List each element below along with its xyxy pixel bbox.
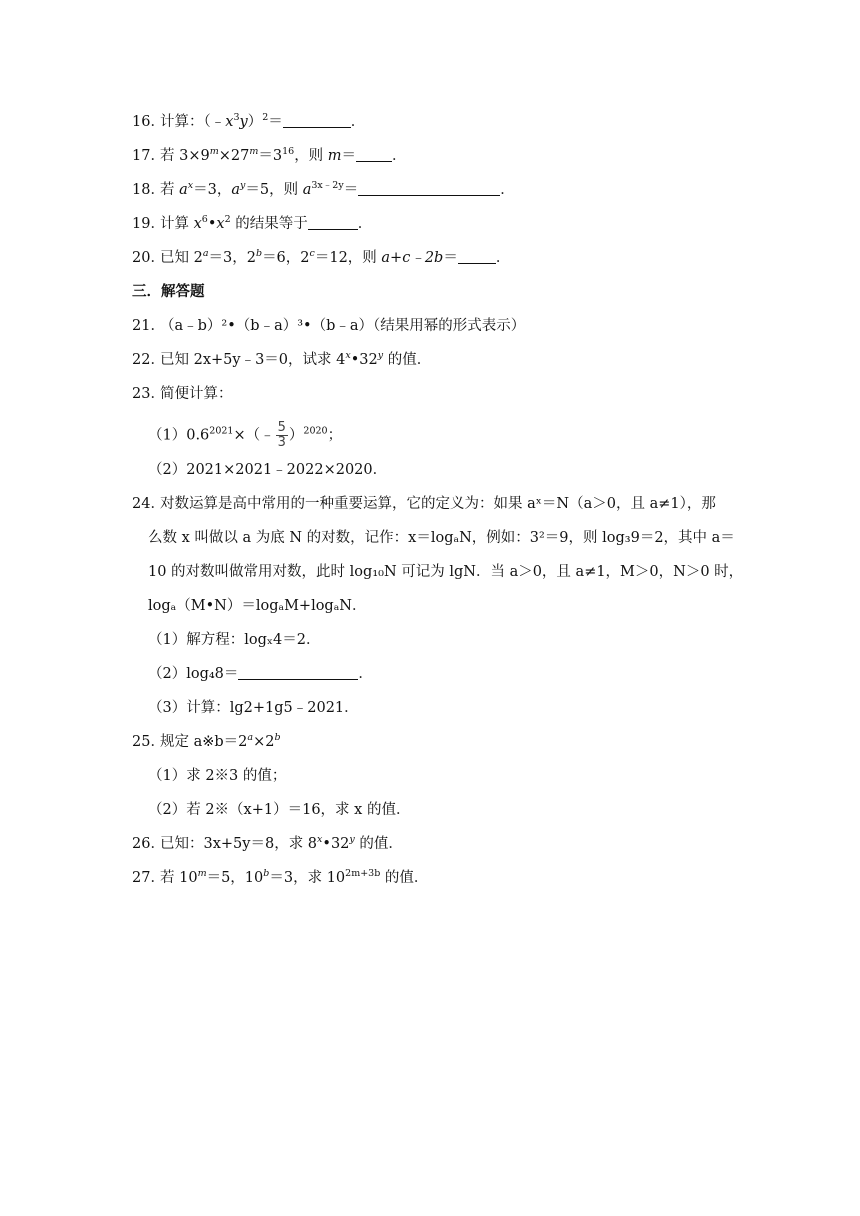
question-number: 20． bbox=[132, 250, 165, 266]
question-number: 22． bbox=[132, 352, 165, 368]
question-number: 18． bbox=[132, 182, 165, 198]
answer-blank[interactable] bbox=[358, 181, 500, 196]
question-number: 19． bbox=[132, 216, 165, 232]
question-number: 24． bbox=[132, 496, 165, 512]
section-heading: 三．解答题 bbox=[132, 283, 205, 300]
question-text: （a﹣b）²•（b﹣a）³•（b﹣a）（结果用幂的形式表示） bbox=[160, 318, 526, 334]
question-number: 17． bbox=[132, 148, 165, 164]
answer-blank[interactable] bbox=[458, 249, 496, 264]
question-number: 23． bbox=[132, 386, 165, 402]
question-number: 27． bbox=[132, 870, 165, 886]
question-number: 26． bbox=[132, 836, 165, 852]
answer-blank[interactable] bbox=[238, 665, 358, 680]
question-number: 16． bbox=[132, 114, 165, 130]
question-text: 简便计算： bbox=[160, 386, 233, 402]
answer-blank[interactable] bbox=[308, 215, 358, 230]
question-text: 计算：（﹣ bbox=[160, 114, 226, 130]
question-number: 21． bbox=[132, 318, 165, 334]
answer-blank[interactable] bbox=[356, 147, 392, 162]
question-number: 25． bbox=[132, 734, 165, 750]
fraction-image: $\frac{5}{3}$ bbox=[277, 420, 286, 450]
answer-blank[interactable] bbox=[283, 113, 351, 128]
